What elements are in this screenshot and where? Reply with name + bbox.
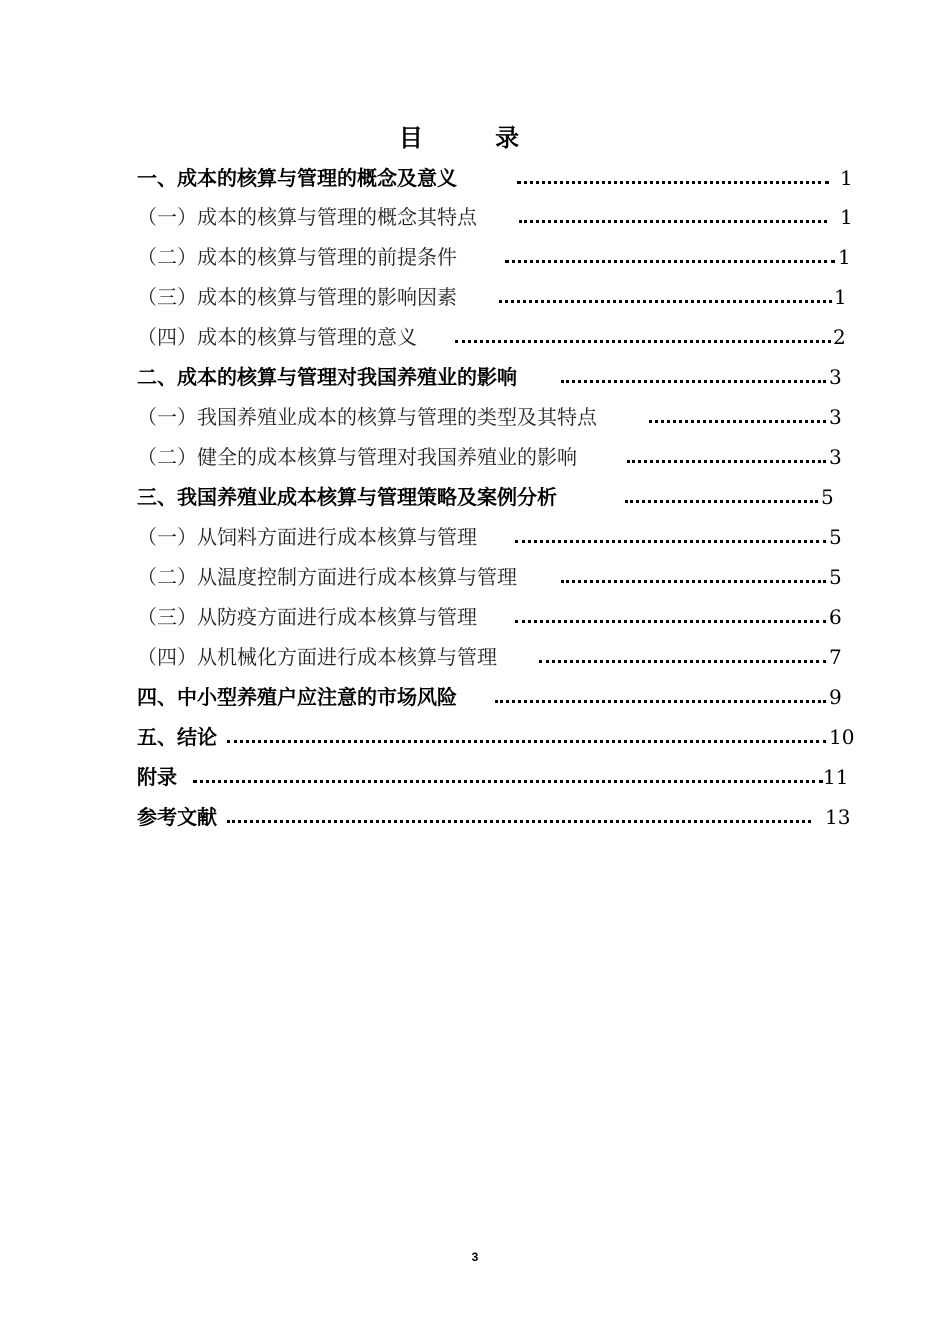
toc-entry-label: 二、成本的核算与管理对我国养殖业的影响 <box>137 365 517 389</box>
toc-entry-label: （四）成本的核算与管理的意义 <box>137 325 417 349</box>
toc-entry-page: 5 <box>829 525 842 549</box>
toc-entry-label: 附录 <box>137 765 177 789</box>
toc-entry-page: 2 <box>833 325 846 349</box>
toc-entry-label: （三）从防疫方面进行成本核算与管理 <box>137 605 477 629</box>
toc-entry-page: 1 <box>834 285 847 309</box>
toc-entry-label: （一）从饲料方面进行成本核算与管理 <box>137 525 477 549</box>
toc-leader-dots <box>539 660 826 663</box>
toc-entry-label: 五、结论 <box>137 725 217 749</box>
toc-entry-page: 5 <box>829 565 842 589</box>
toc-entry-page: 9 <box>829 685 842 709</box>
toc-entry-page: 10 <box>829 725 855 749</box>
toc-leader-dots <box>515 540 826 543</box>
toc-leader-dots <box>455 340 831 343</box>
toc-leader-dots <box>505 260 835 263</box>
toc-entry-page: 5 <box>821 485 834 509</box>
toc-entry-page: 6 <box>829 605 842 629</box>
toc-leader-dots <box>499 300 832 303</box>
toc-leader-dots <box>193 780 823 783</box>
toc-entry-label: （三）成本的核算与管理的影响因素 <box>137 285 457 309</box>
toc-entry-label: （二）从温度控制方面进行成本核算与管理 <box>137 565 517 589</box>
toc-entry-page: 3 <box>829 365 842 389</box>
toc-entry-page: 1 <box>840 166 853 190</box>
toc-entry-label: （四）从机械化方面进行成本核算与管理 <box>137 645 497 669</box>
toc-entry-page: 13 <box>825 805 851 829</box>
toc-entry-page: 1 <box>840 205 853 229</box>
toc-entry-label: （一）我国养殖业成本的核算与管理的类型及其特点 <box>137 405 597 429</box>
toc-entry-page: 3 <box>829 445 842 469</box>
toc-entry-page: 1 <box>838 245 851 269</box>
toc-leader-dots <box>227 820 811 823</box>
toc-entry-label: （一）成本的核算与管理的概念其特点 <box>137 205 477 229</box>
toc-leader-dots <box>495 700 826 703</box>
toc-entry-label: 一、成本的核算与管理的概念及意义 <box>137 166 457 190</box>
toc-leader-dots <box>625 500 818 503</box>
toc-entry-label: 四、中小型养殖户应注意的市场风险 <box>137 685 457 709</box>
toc-leader-dots <box>515 620 826 623</box>
toc-entry-label: 参考文献 <box>137 805 217 829</box>
toc-leader-dots <box>519 220 827 223</box>
toc-entry-label: （二）成本的核算与管理的前提条件 <box>137 245 457 269</box>
toc-entry-page: 7 <box>829 645 842 669</box>
toc-leader-dots <box>561 580 826 583</box>
toc-leader-dots <box>649 420 826 423</box>
toc-entry-page: 3 <box>829 405 842 429</box>
toc-entry-label: （二）健全的成本核算与管理对我国养殖业的影响 <box>137 445 577 469</box>
toc-leader-dots <box>561 380 826 383</box>
toc-title: 目 录 <box>398 124 552 152</box>
toc-leader-dots <box>517 181 829 184</box>
toc-leader-dots <box>627 460 826 463</box>
toc-entry-label: 三、我国养殖业成本核算与管理策略及案例分析 <box>137 485 557 509</box>
toc-entry-page: 11 <box>823 765 849 789</box>
footer-page-number: 3 <box>471 1250 479 1264</box>
toc-leader-dots <box>227 740 826 743</box>
